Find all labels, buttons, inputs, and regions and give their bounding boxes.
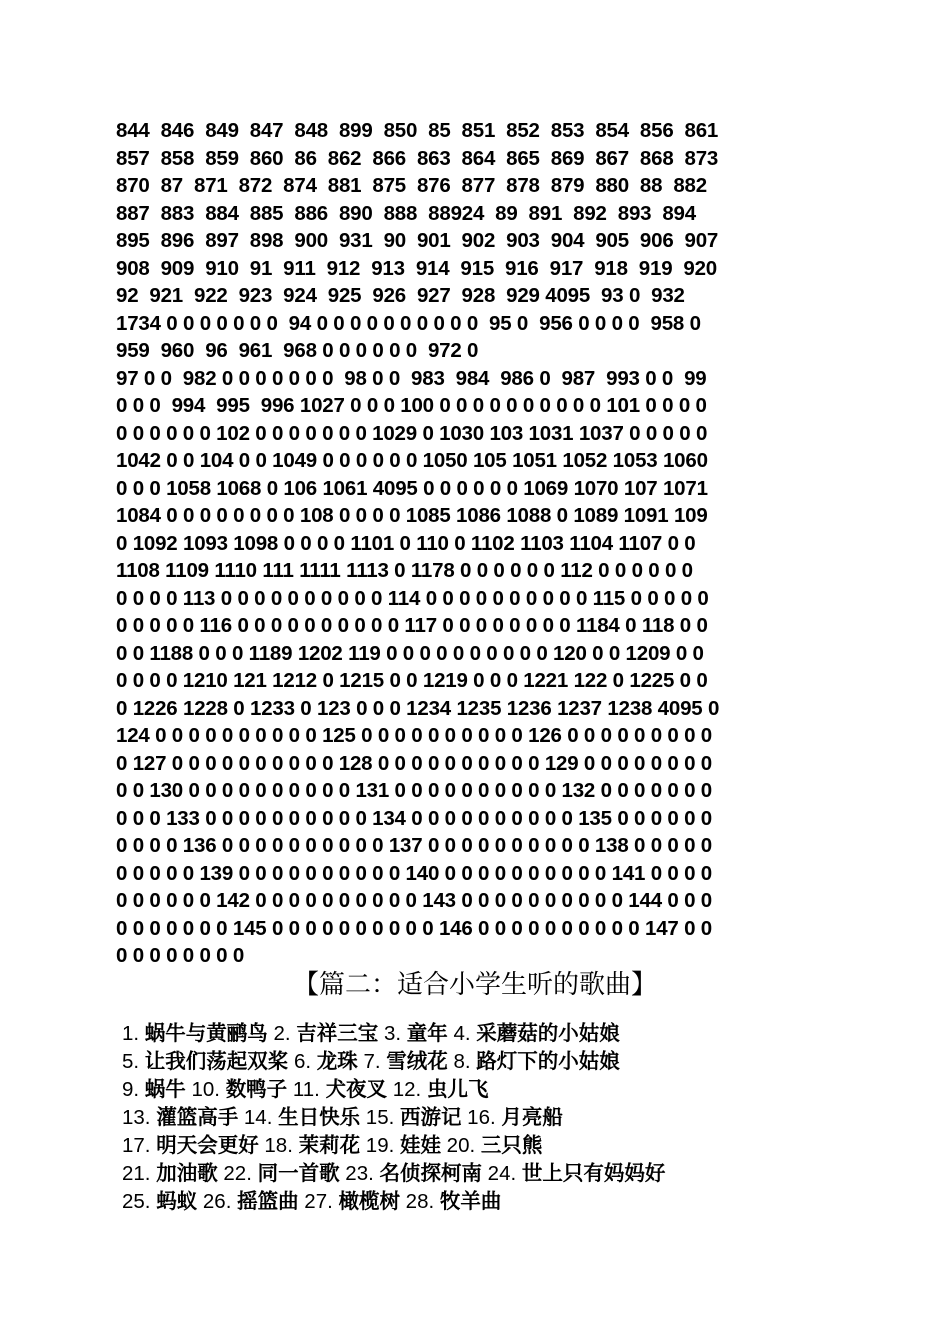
song-title: 世上只有妈妈好 xyxy=(521,1161,666,1185)
song-title: 茉莉花 xyxy=(298,1133,361,1157)
number-line: 0 0 0 0 1210 121 1212 0 1215 0 0 1219 0 0 0 1221 122 0 1225 0 0 xyxy=(116,669,708,692)
number-line: 895 896 897 898 900 931 90 901 902 903 904 905 906 907 xyxy=(116,229,719,252)
number-line: 908 909 910 91 911 912 913 914 915 916 917 918 919 920 xyxy=(116,256,717,280)
number-line: 0 0 0 133 0 0 0 0 0 0 0 0 0 0 134 0 0 0 0 0 0 0 0 0 0 135 0 0 0 0 0 0 xyxy=(116,806,713,830)
song-number: 14. xyxy=(238,1106,279,1129)
song-title: 加油歌 xyxy=(156,1161,218,1185)
number-line: 887 883 884 885 886 890 888 88924 89 891 892 893 894 xyxy=(116,201,696,225)
song-line xyxy=(122,1075,882,1103)
song-line xyxy=(122,1159,882,1187)
song-number: 19. xyxy=(360,1134,400,1157)
song-title: 月亮船 xyxy=(501,1105,563,1129)
number-line: 0 0 0 0 0 0 0 0 xyxy=(116,944,245,967)
number-line: 0 0 0 0 0 139 0 0 0 0 0 0 0 0 0 0 140 0 0 0 0 0 0 0 0 0 0 141 0 0 0 0 xyxy=(116,861,713,885)
number-line: 1108 1109 1110 111 1111 1113 0 1178 0 0 0 0 0 0 112 0 0 0 0 0 0 xyxy=(116,559,693,582)
number-line: 0 0 0 1058 1068 0 106 1061 4095 0 0 0 0 0 0 1069 1070 107 1071 xyxy=(116,476,708,500)
song-title: 蚂蚁 xyxy=(156,1189,198,1213)
song-title: 吉祥三宝 xyxy=(296,1021,379,1045)
number-line: 959 960 96 961 968 0 0 0 0 0 0 972 0 xyxy=(116,339,479,362)
song-title: 让我们荡起双桨 xyxy=(144,1049,289,1073)
number-line: 870 87 871 872 874 881 875 876 877 878 879 880 88 882 xyxy=(116,174,707,197)
song-title: 明天会更好 xyxy=(156,1133,259,1157)
song-title: 三只熊 xyxy=(480,1133,543,1157)
song-list-block xyxy=(122,1019,882,1215)
song-line xyxy=(122,1187,882,1215)
song-number: 24. xyxy=(481,1162,522,1185)
number-line: 1042 0 0 104 0 0 1049 0 0 0 0 0 0 1050 105 1051 1052 1053 1060 xyxy=(116,449,708,472)
number-line: 0 127 0 0 0 0 0 0 0 0 0 0 128 0 0 0 0 0 0 0 0 0 0 129 0 0 0 0 0 0 0 0 xyxy=(116,751,713,775)
song-number: 18. xyxy=(258,1134,299,1157)
song-line xyxy=(122,1019,882,1047)
song-title: 犬夜叉 xyxy=(325,1077,388,1101)
number-line: 0 0 0 994 995 996 1027 0 0 0 100 0 0 0 0 0 0 0 0 0 0 101 0 0 0 0 xyxy=(116,394,707,417)
number-line: 0 0 0 0 113 0 0 0 0 0 0 0 0 0 0 114 0 0 0 0 0 0 0 0 0 0 115 0 0 0 0 0 xyxy=(116,586,709,610)
number-line: 1084 0 0 0 0 0 0 0 0 108 0 0 0 0 1085 1086 1088 0 1089 1091 109 xyxy=(116,504,708,527)
song-title: 蜗牛 xyxy=(144,1077,186,1101)
number-line: 0 0 0 0 136 0 0 0 0 0 0 0 0 0 0 137 0 0 0 0 0 0 0 0 0 0 138 0 0 0 0 0 xyxy=(116,834,713,857)
song-line xyxy=(122,1103,882,1131)
number-line: 0 0 1188 0 0 0 1189 1202 119 0 0 0 0 0 0 0 0 0 0 120 0 0 1209 0 0 xyxy=(116,641,704,665)
song-number: 25. xyxy=(122,1190,157,1213)
number-line: 0 0 0 0 0 0 102 0 0 0 0 0 0 0 1029 0 1030 103 1031 1037 0 0 0 0 0 xyxy=(116,421,708,445)
song-number: 9. xyxy=(122,1078,145,1101)
song-line xyxy=(122,1047,882,1075)
number-line: 92 921 922 923 924 925 926 927 928 929 4095 93 0 932 xyxy=(116,284,685,307)
song-title: 娃娃 xyxy=(399,1133,441,1157)
song-number: 26. xyxy=(197,1190,238,1213)
song-title: 数鸭子 xyxy=(225,1077,288,1101)
song-line xyxy=(122,1131,882,1159)
song-number: 5. xyxy=(122,1050,145,1073)
song-number: 16. xyxy=(461,1106,502,1129)
song-number: 10. xyxy=(185,1078,226,1101)
song-title: 采蘑菇的小姑娘 xyxy=(476,1021,620,1045)
song-number: 12. xyxy=(387,1078,427,1101)
section-title: 【篇二：适合小学生听的歌曲】 xyxy=(292,970,657,1000)
song-title: 同一首歌 xyxy=(257,1161,340,1185)
song-number: 11. xyxy=(287,1078,326,1101)
number-line: 0 0 130 0 0 0 0 0 0 0 0 0 0 131 0 0 0 0 0 0 0 0 0 0 132 0 0 0 0 0 0 0 xyxy=(116,779,713,802)
song-number: 1. xyxy=(122,1022,145,1045)
number-line: 0 1226 1228 0 1233 0 123 0 0 0 1234 1235 1236 1237 1238 4095 0 xyxy=(116,696,720,720)
number-line: 0 0 0 0 0 0 142 0 0 0 0 0 0 0 0 0 0 143 0 0 0 0 0 0 0 0 0 0 144 0 0 0 xyxy=(116,889,713,912)
number-line: 97 0 0 982 0 0 0 0 0 0 0 98 0 0 983 984 986 0 987 993 0 0 99 xyxy=(116,366,707,390)
song-title: 路灯下的小姑娘 xyxy=(476,1049,620,1073)
song-number: 20. xyxy=(440,1134,481,1157)
number-line: 0 1092 1093 1098 0 0 0 0 1101 0 110 0 1102 1103 1104 1107 0 0 xyxy=(116,531,696,555)
song-title: 童年 xyxy=(406,1021,448,1045)
song-number: 6. xyxy=(288,1050,317,1073)
song-number: 4. xyxy=(447,1022,477,1045)
song-title: 牧羊曲 xyxy=(439,1189,502,1213)
number-list-block xyxy=(116,117,856,970)
song-number: 2. xyxy=(267,1022,297,1045)
song-number: 28. xyxy=(399,1190,440,1213)
number-line: 857 858 859 860 86 862 866 863 864 865 869 867 868 873 xyxy=(116,146,719,170)
song-title: 雪绒花 xyxy=(386,1049,448,1073)
song-number: 8. xyxy=(447,1050,477,1073)
song-title: 虫儿飞 xyxy=(426,1077,489,1101)
song-title: 名侦探柯南 xyxy=(379,1161,482,1185)
number-line: 844 846 849 847 848 899 850 85 851 852 853 854 856 861 xyxy=(116,119,719,142)
number-line: 1734 0 0 0 0 0 0 0 94 0 0 0 0 0 0 0 0 0 0 95 0 956 0 0 0 0 958 0 xyxy=(116,311,701,335)
song-title: 橄榄树 xyxy=(338,1189,400,1213)
song-number: 23. xyxy=(339,1162,380,1185)
number-line: 124 0 0 0 0 0 0 0 0 0 0 125 0 0 0 0 0 0 0 0 0 0 126 0 0 0 0 0 0 0 0 0 xyxy=(116,724,713,747)
song-number: 3. xyxy=(378,1022,407,1045)
song-number: 27. xyxy=(298,1190,339,1213)
song-title: 蜗牛与黄鹂鸟 xyxy=(144,1021,268,1045)
song-number: 22. xyxy=(217,1162,258,1185)
song-title: 摇篮曲 xyxy=(237,1189,299,1213)
song-number: 7. xyxy=(357,1050,387,1073)
song-title: 灌篮高手 xyxy=(156,1105,239,1129)
song-number: 15. xyxy=(360,1106,400,1129)
song-number: 17. xyxy=(122,1134,157,1157)
number-line: 0 0 0 0 0 0 0 145 0 0 0 0 0 0 0 0 0 0 146 0 0 0 0 0 0 0 0 0 0 147 0 0 xyxy=(116,916,713,940)
number-line: 0 0 0 0 0 116 0 0 0 0 0 0 0 0 0 0 117 0 0 0 0 0 0 0 0 1184 0 118 0 0 xyxy=(116,614,708,637)
song-title: 生日快乐 xyxy=(278,1105,361,1129)
song-number: 21. xyxy=(122,1162,157,1185)
song-title: 龙珠 xyxy=(316,1049,358,1073)
song-number: 13. xyxy=(122,1106,157,1129)
song-title: 西游记 xyxy=(399,1105,462,1129)
